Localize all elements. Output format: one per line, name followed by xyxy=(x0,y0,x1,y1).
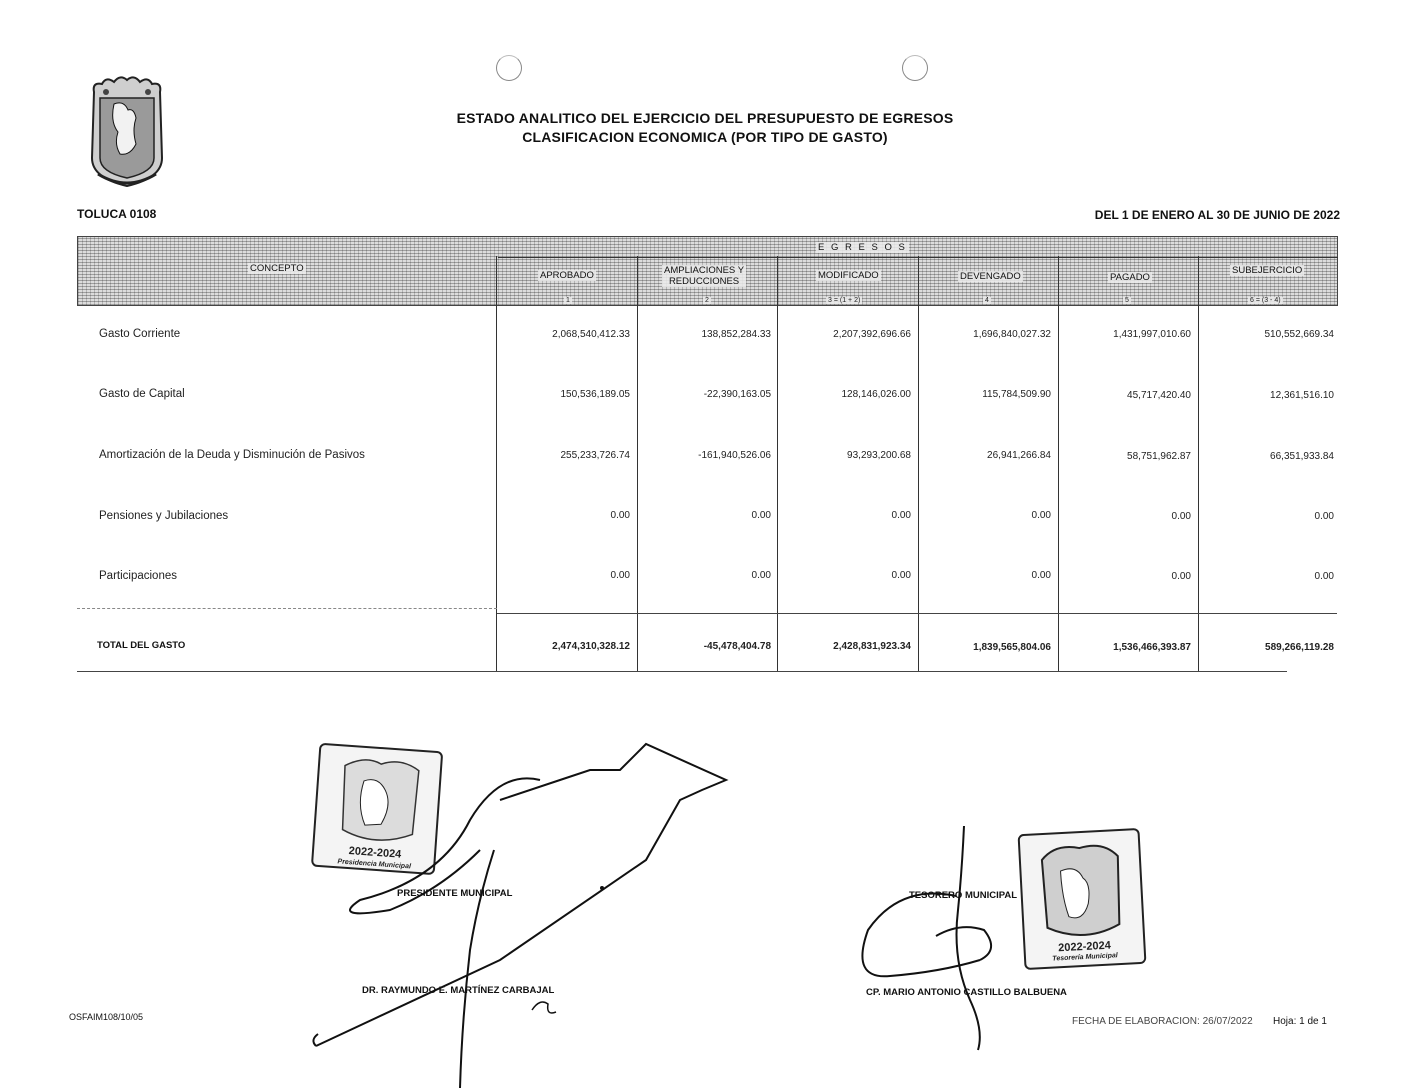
col-line-5 xyxy=(1058,256,1059,672)
header-ampliaciones-line1: AMPLIACIONES Y xyxy=(664,265,745,276)
cell-subejercicio: 510,552,669.34 xyxy=(1264,329,1334,340)
cell-modificado: 128,146,026.00 xyxy=(841,389,911,400)
cell-modificado: 0.00 xyxy=(891,510,911,521)
row-concept: Gasto de Capital xyxy=(99,388,185,400)
cell-pagado: 58,751,962.87 xyxy=(1127,451,1191,462)
toluca-crest-logo xyxy=(84,74,170,192)
right-signer-name: CP. MARIO ANTONIO CASTILLO BALBUENA xyxy=(866,987,1067,998)
col-num-5: 5 xyxy=(1125,297,1129,304)
cell-aprobado: 0.00 xyxy=(610,570,630,581)
cell-pagado: 0.00 xyxy=(1171,511,1191,522)
svg-text:Presidencia Municipal: Presidencia Municipal xyxy=(337,858,412,871)
cell-modificado: 0.00 xyxy=(891,570,911,581)
cell-subejercicio: 0.00 xyxy=(1314,511,1334,522)
presidencia-stamp xyxy=(306,742,450,878)
document-code: OSFAIM108/10/05 xyxy=(69,1012,144,1022)
cell-aprobado: 0.00 xyxy=(610,510,630,521)
svg-text:2022-2024: 2022-2024 xyxy=(348,845,402,861)
entity-label: TOLUCA 0108 xyxy=(77,207,157,221)
cell-devengado: 0.00 xyxy=(1031,510,1051,521)
total-pagado: 1,536,466,393.87 xyxy=(1113,642,1191,653)
cell-ampliaciones: 0.00 xyxy=(751,570,771,581)
right-signer-role: TESORERO MUNICIPAL xyxy=(909,890,1018,901)
cell-devengado: 115,784,509.90 xyxy=(982,389,1051,400)
cell-devengado: 26,941,266.84 xyxy=(987,450,1051,461)
col-num-3: 3 = (1 + 2) xyxy=(828,297,861,304)
col-num-2: 2 xyxy=(705,297,709,304)
cell-devengado: 1,696,840,027.32 xyxy=(973,329,1051,340)
col-num-1: 1 xyxy=(566,297,570,304)
cell-pagado: 1,431,997,010.60 xyxy=(1113,329,1191,340)
header-subejercicio: SUBEJERCICIO xyxy=(1232,265,1303,276)
period-label: DEL 1 DE ENERO AL 30 DE JUNIO DE 2022 xyxy=(1094,208,1340,222)
cell-ampliaciones: -22,390,163.05 xyxy=(703,389,771,400)
header-pagado: PAGADO xyxy=(1110,272,1150,283)
row-concept: Pensiones y Jubilaciones xyxy=(99,510,229,522)
pre-total-rule xyxy=(497,613,1337,614)
cell-subejercicio: 66,351,933.84 xyxy=(1270,451,1334,462)
title-line-2: CLASIFICACION ECONOMICA (POR TIPO DE GASTO) xyxy=(522,129,888,145)
total-ampliaciones: -45,478,404.78 xyxy=(703,641,771,652)
tesoreria-stamp xyxy=(1012,826,1152,972)
total-subejercicio: 589,266,119.28 xyxy=(1265,642,1334,653)
punch-hole-right xyxy=(902,55,928,81)
cell-modificado: 2,207,392,696.66 xyxy=(833,329,911,340)
col-num-6: 6 = (3 - 4) xyxy=(1250,297,1281,304)
total-modificado: 2,428,831,923.34 xyxy=(833,641,911,652)
cell-modificado: 93,293,200.68 xyxy=(847,450,911,461)
total-label: TOTAL DEL GASTO xyxy=(97,640,186,651)
cell-pagado: 0.00 xyxy=(1171,571,1191,582)
title-line-1: ESTADO ANALITICO DEL EJERCICIO DEL PRESUPUESTO DE EGRESOS xyxy=(456,110,954,126)
page-indicator: Hoja: 1 de 1 xyxy=(1273,1016,1327,1027)
total-aprobado: 2,474,310,328.12 xyxy=(552,641,630,652)
cell-pagado: 45,717,420.40 xyxy=(1127,390,1191,401)
header-devengado: DEVENGADO xyxy=(960,271,1021,282)
col-num-4: 4 xyxy=(985,297,989,304)
row-concept: Amortización de la Deuda y Disminución de Pasivos xyxy=(99,449,365,461)
fecha-elaboracion: FECHA DE ELABORACION: 26/07/2022 xyxy=(1072,1016,1253,1027)
header-ampliaciones-line2: REDUCCIONES xyxy=(668,276,740,287)
row-concept: Gasto Corriente xyxy=(99,328,181,340)
cell-aprobado: 150,536,189.05 xyxy=(560,389,630,400)
row-concept: Participaciones xyxy=(99,570,177,582)
left-signer-role: PRESIDENTE MUNICIPAL xyxy=(397,888,513,899)
col-line-3 xyxy=(777,256,778,672)
budget-table xyxy=(77,236,1338,676)
header-egresos: E G R E S O S xyxy=(818,242,907,253)
col-line-1 xyxy=(496,256,497,672)
document-title xyxy=(380,109,1030,147)
header-aprobado: APROBADO xyxy=(540,270,594,281)
left-signer-name: DR. RAYMUNDO E. MARTÍNEZ CARBAJAL xyxy=(362,985,555,996)
svg-text:2022-2024: 2022-2024 xyxy=(1057,939,1112,955)
cell-devengado: 0.00 xyxy=(1031,570,1051,581)
table-header xyxy=(77,236,1338,306)
cell-aprobado: 255,233,726.74 xyxy=(560,450,630,461)
pre-total-dashed xyxy=(77,608,497,609)
col-line-2 xyxy=(637,256,638,672)
col-line-4 xyxy=(918,256,919,672)
cell-aprobado: 2,068,540,412.33 xyxy=(552,329,630,340)
header-concepto: CONCEPTO xyxy=(250,263,304,274)
punch-hole-left xyxy=(496,55,522,81)
col-line-6 xyxy=(1198,256,1199,672)
cell-subejercicio: 0.00 xyxy=(1314,571,1334,582)
header-ampliaciones xyxy=(662,265,746,287)
header-modificado: MODIFICADO xyxy=(818,270,879,281)
svg-text:Tesorería Municipal: Tesorería Municipal xyxy=(1052,952,1118,963)
cell-subejercicio: 12,361,516.10 xyxy=(1270,390,1334,401)
total-devengado: 1,839,565,804.06 xyxy=(973,642,1051,653)
cell-ampliaciones: 0.00 xyxy=(751,510,771,521)
cell-ampliaciones: 138,852,284.33 xyxy=(701,329,771,340)
cell-ampliaciones: -161,940,526.06 xyxy=(698,450,771,461)
bottom-rule xyxy=(77,671,1287,672)
